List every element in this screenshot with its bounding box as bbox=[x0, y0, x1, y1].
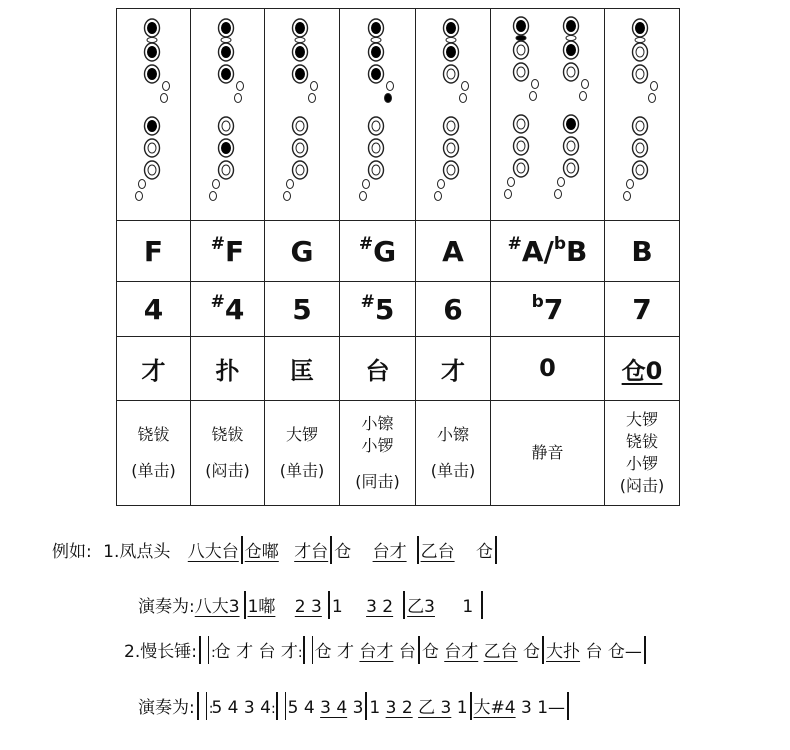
fingering-diagram-b bbox=[612, 14, 672, 214]
play-label: 演奏为: bbox=[138, 698, 195, 718]
lower-hole bbox=[144, 139, 159, 157]
thumb-hole bbox=[221, 38, 231, 43]
score-token: 台才 bbox=[444, 642, 479, 662]
strike-mode: (闷击) bbox=[619, 475, 665, 495]
low-key bbox=[284, 192, 291, 201]
gongche-syllable bbox=[605, 337, 680, 400]
score-token: 3 bbox=[352, 698, 364, 718]
note-name: B bbox=[605, 220, 680, 281]
low-key bbox=[287, 180, 294, 189]
jianpu-number: 6 bbox=[416, 282, 491, 337]
upper-hole-filled bbox=[147, 68, 157, 80]
lower-hole bbox=[633, 161, 648, 179]
low-key bbox=[438, 180, 445, 189]
score-token: 3 4 bbox=[320, 698, 348, 718]
jianpu-number: 5 bbox=[265, 282, 340, 337]
side-key bbox=[649, 94, 656, 103]
score-token: 3 1— bbox=[521, 698, 566, 718]
upper-hole-filled bbox=[147, 22, 157, 34]
low-key bbox=[435, 192, 442, 201]
lower-hole bbox=[144, 161, 159, 179]
instrument-cell bbox=[416, 400, 491, 505]
upper-hole-filled bbox=[221, 68, 231, 80]
thumb-hole bbox=[566, 36, 576, 41]
instrument-name: 大锣 bbox=[625, 409, 658, 429]
upper-hole-filled bbox=[446, 22, 456, 34]
repeat-start-barline bbox=[199, 636, 209, 664]
low-key bbox=[359, 192, 366, 201]
score-token: 1 bbox=[369, 698, 381, 718]
instrument-cell bbox=[340, 400, 416, 505]
instrument-name: 铙钹 bbox=[211, 424, 244, 444]
repeat-dots: : bbox=[208, 701, 212, 717]
side-key bbox=[236, 82, 243, 91]
barline bbox=[403, 591, 405, 619]
barline bbox=[418, 636, 420, 664]
gongche-syllable: 才 bbox=[117, 337, 191, 400]
fingering-cell-b bbox=[605, 9, 680, 221]
lower-hole bbox=[633, 117, 648, 135]
repeat-dots: : bbox=[270, 701, 274, 717]
lower-hole bbox=[513, 159, 528, 177]
upper-hole-filled bbox=[221, 46, 231, 58]
score-token: 台 bbox=[398, 642, 416, 662]
lower-hole bbox=[293, 139, 308, 157]
lower-hole bbox=[368, 117, 383, 135]
gongche-syllable: 扑 bbox=[191, 337, 265, 400]
lower-hole bbox=[513, 115, 528, 133]
side-key bbox=[460, 94, 467, 103]
note-name: #A/$^b$B bbox=[491, 220, 605, 281]
lower-hole bbox=[513, 137, 528, 155]
side-key bbox=[311, 82, 318, 91]
gongche-row bbox=[117, 337, 680, 400]
side-key bbox=[581, 80, 588, 89]
fingering-diagram-b-flat bbox=[548, 12, 598, 212]
note-name: #G bbox=[340, 220, 416, 281]
lower-hole bbox=[293, 161, 308, 179]
low-key bbox=[209, 192, 216, 201]
upper-hole bbox=[633, 65, 648, 83]
upper-hole-filled bbox=[221, 22, 231, 34]
fingering-diagram-row bbox=[117, 9, 680, 221]
score-token: 仓 bbox=[523, 642, 541, 662]
low-key bbox=[554, 190, 561, 199]
score-token: 1 bbox=[331, 597, 343, 617]
fingering-cell-g-sharp bbox=[340, 9, 416, 221]
upper-hole bbox=[513, 63, 528, 81]
score-token: 1 bbox=[462, 597, 474, 617]
repeat-start-barline bbox=[197, 692, 207, 720]
side-key bbox=[531, 80, 538, 89]
lower-hole bbox=[218, 161, 233, 179]
barline bbox=[542, 636, 544, 664]
instrument-name: 铙钹 bbox=[625, 431, 658, 451]
low-key bbox=[212, 180, 219, 189]
thumb-hole bbox=[295, 38, 305, 43]
barline bbox=[241, 536, 243, 564]
low-key bbox=[504, 190, 511, 199]
example-1-gongche-line bbox=[52, 536, 499, 564]
score-token: 仓 才 bbox=[314, 642, 355, 662]
fingering-diagram-g-sharp bbox=[348, 14, 408, 214]
barline bbox=[328, 591, 330, 619]
play-label: 演奏为: bbox=[138, 597, 195, 617]
instrument-name: 小锣 bbox=[625, 453, 658, 473]
note-name: A bbox=[416, 220, 491, 281]
fingering-cell-a-sharp-b-flat bbox=[491, 9, 605, 221]
upper-hole-filled bbox=[371, 46, 381, 58]
lower-hole bbox=[444, 161, 459, 179]
upper-hole-filled bbox=[295, 46, 305, 58]
side-key bbox=[529, 92, 536, 101]
lower-hole bbox=[368, 139, 383, 157]
side-key bbox=[579, 92, 586, 101]
side-key bbox=[462, 82, 469, 91]
instrument-name: 小镲 bbox=[436, 424, 469, 444]
example-1-play-line bbox=[138, 591, 485, 619]
thumb-hole bbox=[446, 38, 456, 43]
fingering-diagram-g bbox=[272, 14, 332, 214]
upper-hole-filled bbox=[295, 68, 305, 80]
score-token: 大扑 bbox=[546, 642, 581, 662]
instrument-name: 静音 bbox=[531, 442, 564, 462]
score-token: 台才 bbox=[359, 642, 394, 662]
instrument-cell bbox=[491, 400, 605, 505]
barline bbox=[481, 591, 483, 619]
score-token: 八大台 bbox=[187, 542, 239, 562]
score-token: 台才 bbox=[372, 542, 407, 562]
note-name: G bbox=[265, 220, 340, 281]
upper-hole bbox=[633, 43, 648, 61]
gongche-syllable-underlined: 仓0 bbox=[621, 356, 663, 385]
score-token: 乙台 bbox=[420, 542, 455, 562]
jianpu-number: $^b$7 bbox=[491, 282, 605, 337]
gongche-syllable: 才 bbox=[416, 337, 491, 400]
score-token: 乙3 bbox=[407, 597, 435, 617]
barline bbox=[567, 692, 569, 720]
instrument-name: 小镲 bbox=[361, 413, 394, 433]
upper-hole-filled bbox=[371, 22, 381, 34]
example-2-gongche-line bbox=[124, 636, 648, 665]
instrument-cell bbox=[265, 400, 340, 505]
upper-hole-filled bbox=[147, 46, 157, 58]
lower-hole-filled bbox=[221, 142, 231, 154]
instrument-row bbox=[117, 400, 680, 505]
double-barline bbox=[276, 692, 286, 720]
strike-mode: (闷击) bbox=[205, 460, 250, 480]
score-token: 2 3 bbox=[294, 597, 322, 617]
low-key bbox=[135, 192, 142, 201]
fingering-diagram-f bbox=[124, 14, 184, 214]
score-token: 才台 bbox=[294, 542, 329, 562]
lower-hole bbox=[563, 137, 578, 155]
low-key bbox=[624, 192, 631, 201]
note-name: F bbox=[117, 220, 191, 281]
jianpu-number: #5 bbox=[340, 282, 416, 337]
example-1-title: 1.凤点头 bbox=[103, 542, 171, 562]
side-key bbox=[651, 82, 658, 91]
fingering-diagram-a-sharp bbox=[498, 12, 548, 212]
upper-hole bbox=[444, 65, 459, 83]
fingering-cell-g bbox=[265, 9, 340, 221]
score-token: 1嘟 bbox=[247, 597, 276, 617]
thumb-hole bbox=[635, 38, 645, 43]
instrument-name: 大锣 bbox=[285, 424, 318, 444]
barline bbox=[330, 536, 332, 564]
fingering-diagram-f-sharp bbox=[198, 14, 258, 214]
strike-mode: (单击) bbox=[279, 460, 325, 480]
fingering-cell-f bbox=[117, 9, 191, 221]
side-key bbox=[384, 94, 391, 103]
score-token: 3 2 bbox=[366, 597, 394, 617]
instrument-cell bbox=[605, 400, 680, 505]
instrument-name: 铙钹 bbox=[137, 424, 170, 444]
double-barline bbox=[303, 636, 313, 664]
upper-hole-filled bbox=[566, 44, 576, 56]
instrument-cell bbox=[191, 400, 265, 505]
jianpu-number: 7 bbox=[605, 282, 680, 337]
lower-hole bbox=[368, 161, 383, 179]
score-token: 1 bbox=[456, 698, 468, 718]
example-intro-label: 例如: bbox=[52, 542, 92, 562]
barline bbox=[470, 692, 472, 720]
gongche-syllable: 0 bbox=[491, 337, 605, 400]
barline bbox=[244, 591, 246, 619]
low-key bbox=[507, 178, 514, 187]
score-token: 乙台 bbox=[483, 642, 518, 662]
strike-mode: (同击) bbox=[355, 471, 400, 491]
thumb-hole bbox=[371, 38, 381, 43]
score-token: 3 2 bbox=[385, 698, 413, 718]
gongche-syllable: 台 bbox=[340, 337, 416, 400]
numbered-notation-row bbox=[117, 282, 680, 337]
side-key bbox=[309, 94, 316, 103]
score-token: 仓嘟 bbox=[244, 542, 279, 562]
score-token: 大#4 bbox=[473, 698, 516, 718]
upper-hole bbox=[563, 63, 578, 81]
thumb-hole bbox=[516, 36, 526, 41]
upper-hole-filled bbox=[635, 22, 645, 34]
strike-mode: (单击) bbox=[131, 460, 176, 480]
lower-hole-filled bbox=[566, 118, 576, 130]
side-key bbox=[162, 82, 169, 91]
score-token: 台 仓— bbox=[585, 642, 642, 662]
instrument-cell bbox=[117, 400, 191, 505]
example-2-title: 2.慢长锤: bbox=[124, 642, 197, 662]
example-2-play-line bbox=[138, 692, 571, 721]
score-token: 八大3 bbox=[194, 597, 240, 617]
barline bbox=[365, 692, 367, 720]
lower-hole bbox=[293, 117, 308, 135]
fingering-cell-f-sharp bbox=[191, 9, 265, 221]
upper-hole bbox=[513, 41, 528, 59]
instrument-name: 小锣 bbox=[361, 435, 394, 455]
low-key bbox=[557, 178, 564, 187]
thumb-hole bbox=[147, 38, 157, 43]
jianpu-number: #4 bbox=[191, 282, 265, 337]
score-token: 仓 bbox=[421, 642, 439, 662]
score-token: 乙 3 bbox=[418, 698, 452, 718]
lower-hole-filled bbox=[147, 120, 157, 132]
upper-hole-filled bbox=[295, 22, 305, 34]
score-token: 仓 才 台 才 bbox=[213, 642, 298, 662]
lower-hole bbox=[563, 159, 578, 177]
score-token: 5 4 bbox=[287, 698, 315, 718]
fingering-diagram-a bbox=[423, 14, 483, 214]
upper-hole-filled bbox=[516, 20, 526, 32]
side-key bbox=[234, 94, 241, 103]
jianpu-number: 4 bbox=[117, 282, 191, 337]
repeat-dots: : bbox=[297, 645, 301, 661]
repeat-dots: : bbox=[210, 645, 214, 661]
low-key bbox=[362, 180, 369, 189]
barline bbox=[644, 636, 646, 664]
fingering-cell-a bbox=[416, 9, 491, 221]
score-token: 5 4 3 4 bbox=[211, 698, 271, 718]
lower-hole bbox=[218, 117, 233, 135]
low-key bbox=[627, 180, 634, 189]
upper-hole-filled bbox=[566, 20, 576, 32]
lower-hole bbox=[633, 139, 648, 157]
note-name: #F bbox=[191, 220, 265, 281]
barline bbox=[417, 536, 419, 564]
lower-hole bbox=[444, 117, 459, 135]
upper-hole-filled bbox=[371, 68, 381, 80]
note-name-row bbox=[117, 220, 680, 281]
score-token: 仓 bbox=[334, 542, 352, 562]
side-key bbox=[386, 82, 393, 91]
score-token: 仓 bbox=[476, 542, 493, 562]
side-key bbox=[160, 94, 167, 103]
strike-mode: (单击) bbox=[430, 460, 476, 480]
upper-hole-filled bbox=[446, 46, 456, 58]
fingering-table bbox=[116, 8, 680, 506]
low-key bbox=[138, 180, 145, 189]
gongche-syllable: 匡 bbox=[265, 337, 340, 400]
lower-hole bbox=[444, 139, 459, 157]
barline bbox=[495, 536, 497, 564]
